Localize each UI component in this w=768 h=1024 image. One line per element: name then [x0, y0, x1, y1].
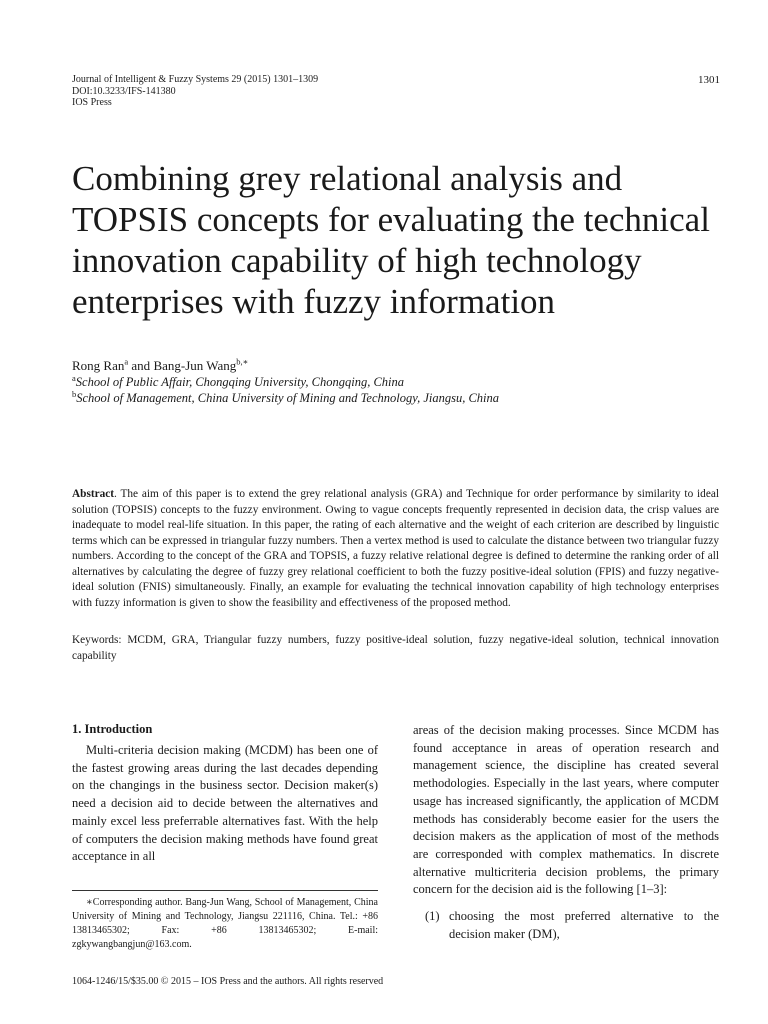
left-column — [72, 742, 378, 866]
author-affil-mark: b,∗ — [236, 356, 249, 367]
publisher-line: IOS Press — [72, 97, 112, 108]
affiliation-text: School of Management, China University of Mining and Technology, Jiangsu, China — [76, 391, 500, 405]
footnote-rule — [72, 890, 378, 891]
author-name: Bang-Jun Wang — [153, 358, 237, 373]
abstract-text: . The aim of this paper is to extend the grey relational analysis (GRA) and Technique for order performance by similarity to ideal solution (TOPSIS) concepts to the fuzzy environment. Owing to vague concepts frequently represented in decision data, the crisp values are inadequate to model real-life situation. In this paper, the rating of each alternative and the weight of each criterion are described by linguistic terms which can be expressed in triangular fuzzy numbers. Then a vertex method is used to calculate the distance between two triangular fuzzy numbers. According to the concept of the GRA and TOPSIS, a fuzzy relative relational degree is defined to determine the ranking order of all alternatives by calculating the degree of fuzzy grey relational coefficient to both the fuzzy positive-ideal solution (FPIS) and fuzzy negative-ideal solution (FNIS) simultaneously. Finally, an example for evaluating the technical innovation capability of high technology enterprises with fuzzy information is given to show the feasibility and effectiveness of the proposed method. — [72, 488, 719, 609]
journal-header — [72, 74, 318, 109]
footnote — [72, 896, 378, 952]
body-paragraph: areas of the decision making processes. Since MCDM has found acceptance in areas of operation research and management science, the discipline has created several methodologies. Especially in the last years, where computer usage has increased significantly, the application of MCDM methods has considerably become easier for the users the decision makers as the application of most of the methods are corresponded with complex mathematics. In discrete alternative multicriteria decision problems, the primary concern for the decision aid is the following [1–3]: — [413, 723, 719, 897]
doi-line: DOI:10.3233/IFS-141380 — [72, 85, 176, 97]
affiliation-mark: b — [72, 388, 77, 399]
author-affil-mark: a — [124, 356, 129, 367]
section-heading: 1. Introduction — [72, 722, 153, 736]
affiliation — [72, 390, 499, 406]
paper-title: Combining grey relational analysis and TOPSIS concepts for evaluating the technical innovation capability of high technology enterprises with fuzzy information — [72, 159, 710, 321]
list-item — [413, 908, 719, 943]
right-column — [413, 722, 719, 943]
affiliation — [72, 374, 404, 390]
list-number: (1) — [425, 909, 440, 924]
abstract-label: Abstract — [72, 488, 115, 500]
body-paragraph: Multi-criteria decision making (MCDM) has been one of the fastest growing areas during the last decades depending on the changings in the business sector. Decision maker(s) need a decision aid to decide between the alternatives and mainly excel less preferrable alternatives fast. With the help of computers the decision making methods have found great acceptance in all — [72, 743, 378, 864]
page-number: 1301 — [698, 74, 720, 86]
footnote-text: ∗Corresponding author. Bang-Jun Wang, School of Management, China University of Mining and Technology, Jiangsu 221116, China. Tel.: +86 13813465302; Fax: +86 13813465302; E-mail: zgkywangbangjun@163.com. — [72, 897, 378, 950]
journal-citation: Journal of Intelligent & Fuzzy Systems 29 (2015) 1301–1309 — [72, 74, 319, 85]
list-text: choosing the most preferred alternative to the decision maker (DM), — [449, 909, 719, 941]
abstract — [72, 487, 719, 611]
author-conjunction: and — [128, 358, 154, 373]
copyright-line: 1064-1246/15/$35.00 © 2015 – IOS Press and the authors. All rights reserved — [72, 976, 384, 987]
keywords: Keywords: MCDM, GRA, Triangular fuzzy numbers, fuzzy positive-ideal solution, fuzzy negative-ideal solution, technical innovation capability — [72, 634, 719, 662]
author-line — [72, 358, 248, 374]
affiliation-text: School of Public Affair, Chongqing University, Chongqing, China — [75, 375, 405, 389]
affiliation-mark: a — [72, 372, 76, 383]
author-name: Rong Ran — [72, 358, 125, 373]
